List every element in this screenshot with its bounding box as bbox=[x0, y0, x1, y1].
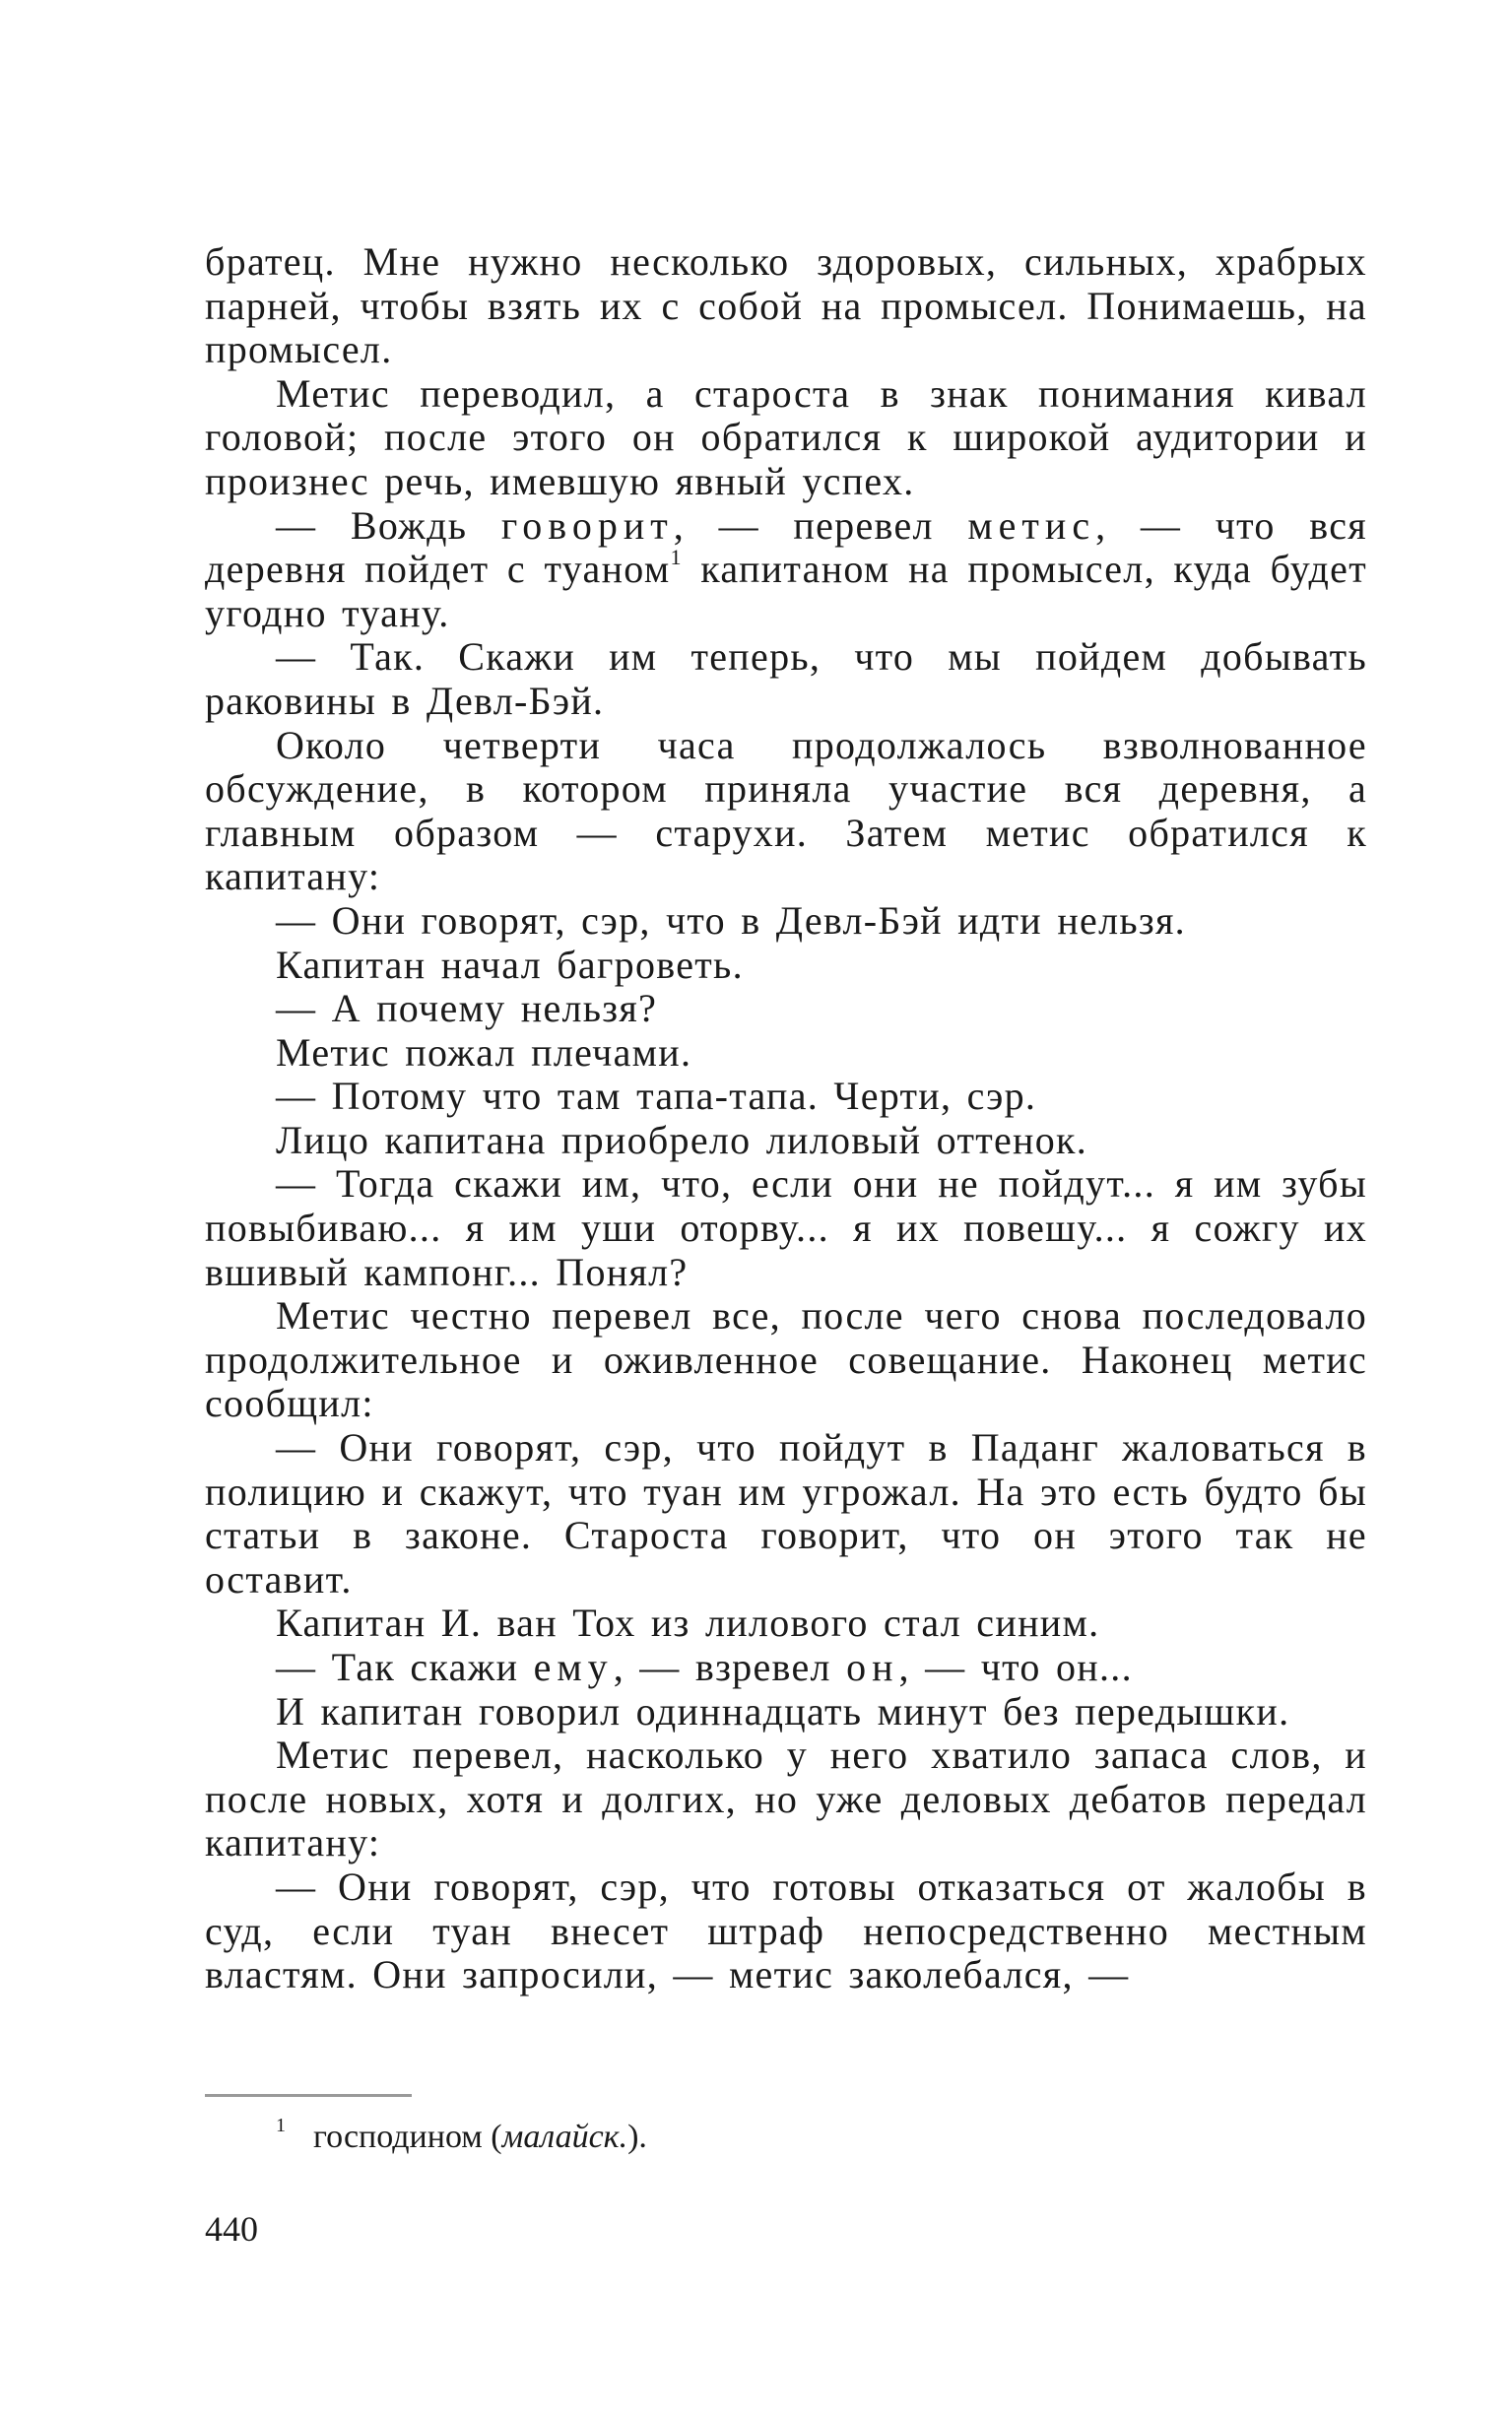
spaced-word: говорит bbox=[500, 502, 674, 548]
footnote-italic: малайск. bbox=[501, 2119, 628, 2155]
footnote-divider bbox=[205, 2094, 412, 2097]
paragraph: Метис честно перевел все, после чего снова последовало продолжительное и оживленное совещание. Наконец метис сообщил: bbox=[205, 1293, 1367, 1426]
paragraph: Около четверти часа продолжалось взволнованное обсуждение, в котором приняла участие вся деревня, а главным образом — старухи. Затем метис обратился к капитану: bbox=[205, 722, 1367, 899]
paragraph: братец. Мне нужно несколько здоровых, сильных, храбрых парней, чтобы взять их с собой на промысел. Понимаешь, на промысел. bbox=[205, 239, 1367, 372]
paragraph: — Потому что там тапа-тапа. Черти, сэр. bbox=[276, 1074, 1037, 1119]
paragraph: Капитан И. ван Тох из лилового стал синим. bbox=[276, 1601, 1100, 1646]
text-run: , — перевел bbox=[673, 502, 968, 548]
paragraph: — Тогда скажи им, что, если они не пойдут... я им зубы повыбиваю... я им уши оторву... я их повешу... я сожгу их вшивый кампонг... Понял? bbox=[205, 1161, 1367, 1294]
paragraph: Лицо капитана приобрело лиловый оттенок. bbox=[276, 1117, 1088, 1162]
paragraph: — Так. Скажи им теперь, что мы пойдем добывать раковины в Девл-Бэй. bbox=[205, 634, 1367, 723]
text-run: , — взревел bbox=[613, 1645, 847, 1689]
paragraph: И капитан говорил одиннадцать минут без передышки. bbox=[276, 1688, 1290, 1733]
body-text bbox=[205, 240, 1367, 1997]
text-run: , — что вся деревня пойдет с туаном bbox=[205, 502, 1367, 592]
footnote-reference: 1 bbox=[670, 545, 683, 570]
text-run: — Так скажи bbox=[276, 1645, 534, 1689]
paragraph: Метис переводил, а староста в знак понимания кивал головой; после этого он обратился к широкой аудитории и произнес речь, имевшую явный успех. bbox=[205, 370, 1367, 503]
paragraph: — А почему нельзя? bbox=[276, 986, 658, 1031]
paragraph: Капитан начал багроветь. bbox=[276, 942, 744, 987]
paragraph: — Они говорят, сэр, что в Девл-Бэй идти нельзя. bbox=[276, 897, 1186, 943]
text-run: , — что он... bbox=[898, 1645, 1133, 1689]
spaced-word: он bbox=[846, 1645, 899, 1689]
dialogue-chief-says bbox=[205, 504, 1367, 636]
paragraph: — Они говорят, сэр, что пойдут в Паданг жаловаться в полицию и скажут, что туан им угрожал. На это есть будто бы статьи в законе. Староста говорит, что он этого так не оставит. bbox=[205, 1425, 1367, 1602]
paragraph: Метис перевел, насколько у него хватило запаса слов, и после новых, хотя и долгих, но уже деловых дебатов передал капитану: bbox=[205, 1733, 1367, 1865]
paragraph: — Они говорят, сэр, что готовы отказаться от жалобы в суд, если туан внесет штраф непосредственно местным властям. Они запросили, — метис заколебался, — bbox=[205, 1864, 1367, 1997]
dialogue-captain-roars bbox=[205, 1646, 1367, 1690]
spaced-word: ему bbox=[533, 1645, 614, 1689]
footnote-text: господином ( bbox=[313, 2119, 502, 2155]
text-run: — Вождь bbox=[276, 502, 501, 548]
footnote bbox=[276, 2115, 647, 2157]
text-run: капитаном на промысел, куда будет угодно туану. bbox=[205, 547, 1367, 635]
page-number: 440 bbox=[205, 2209, 258, 2249]
paragraph: Метис пожал плечами. bbox=[276, 1029, 692, 1075]
spaced-word: метис bbox=[967, 502, 1096, 548]
footnote-marker: 1 bbox=[276, 2115, 286, 2136]
footnote-tail: ). bbox=[627, 2119, 647, 2155]
